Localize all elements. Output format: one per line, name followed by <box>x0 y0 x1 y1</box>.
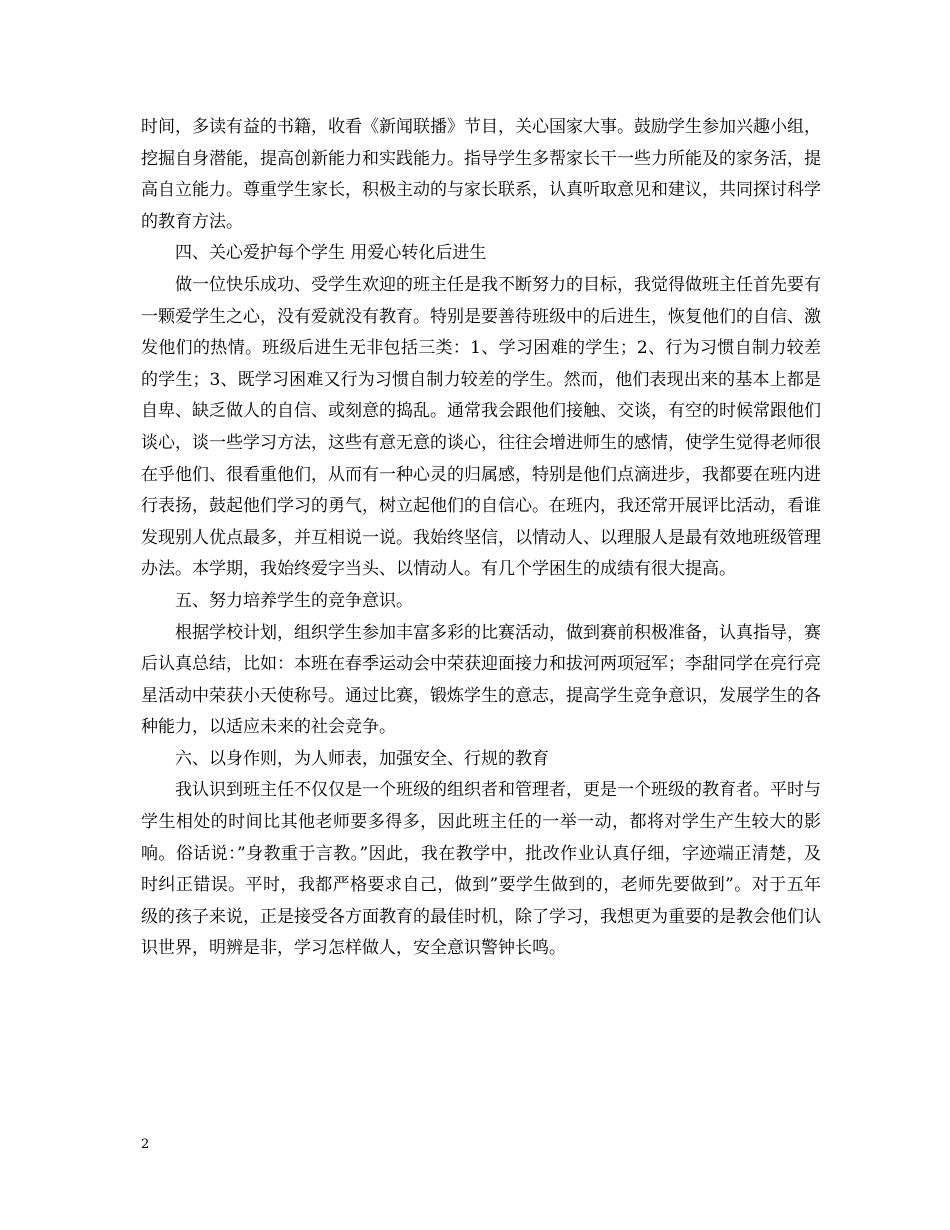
paragraph-section-6: 我认识到班主任不仅仅是一个班级的组织者和管理者，更是一个班级的教育者。平时与学生相处的时间比其他老师要多得多，因此班主任的一举一动，都将对学生产生较大的影响。俗话说：”身教重于言教。”因此，我在教学中，批改作业认真仔细，字迹端正清楚，及时纠正错误。平时，我都严格要求自己，做到”要学生做到的，老师先要做到”。对于五年级的孩子来说，正是接受各方面教育的最佳时机，除了学习，我想更为重要的是教会他们认识世界，明辨是非，学习怎样做人，安全意识警钟长鸣。 <box>141 780 821 959</box>
section-heading-6: 六、以身作则，为人师表，加强安全、行规的教育 <box>175 748 549 769</box>
page-number: 2 <box>141 1137 150 1152</box>
paragraph-section-4: 做一位快乐成功、受学生欢迎的班主任是我不断努力的目标，我觉得做班主任首先要有一颗爱学生之心，没有爱就没有教育。特别是要善待班级中的后进生，恢复他们的自信、激发他们的热情。班级后进生无非包括三类：1、学习困难的学生；2、行为习惯自制力较差的学生；3、既学习困难又行为习惯自制力较差的学生。然而，他们表现出来的基本上都是自卑、缺乏做人的自信、或刻意的捣乱。通常我会跟他们接触、交谈，有空的时候常跟他们谈心，谈一些学习方法，这些有意无意的谈心，往往会增进师生的感情，使学生觉得老师很在乎他们、很看重他们，从而有一种心灵的归属感，特别是他们点滴进步，我都要在班内进行表扬，鼓起他们学习的勇气，树立起他们的自信心。在班内，我还常开展评比活动，看谁发现别人优点最多，并互相说一说。我始终坚信，以情动人、以理服人是最有效地班级管理办法。本学期，我始终爱字当头、以情动人。有几个学困生的成绩有很大提高。 <box>141 274 821 580</box>
page-body <box>141 112 821 965</box>
paragraph-continued: 时间，多读有益的书籍，收看《新闻联播》节目，关心国家大事。鼓励学生参加兴趣小组，挖掘自身潜能，提高创新能力和实践能力。指导学生多帮家长干一些力所能及的家务活，提高自立能力。尊重学生家长，积极主动的与家长联系，认真听取意见和建议，共同探讨科学的教育方法。 <box>141 117 821 232</box>
paragraph-section-5: 根据学校计划，组织学生参加丰富多彩的比赛活动，做到赛前积极准备，认真指导，赛后认真总结，比如：本班在春季运动会中荣获迎面接力和拔河两项冠军；李甜同学在亮行亮星活动中荣获小天使称号。通过比赛，锻炼学生的意志，提高学生竞争意识，发展学生的各种能力，以适应未来的社会竞争。 <box>141 622 821 738</box>
section-heading-4: 四、关心爱护每个学生 用爱心转化后进生 <box>175 243 487 264</box>
section-heading-5: 五、努力培养学生的竞争意识。 <box>175 590 413 611</box>
